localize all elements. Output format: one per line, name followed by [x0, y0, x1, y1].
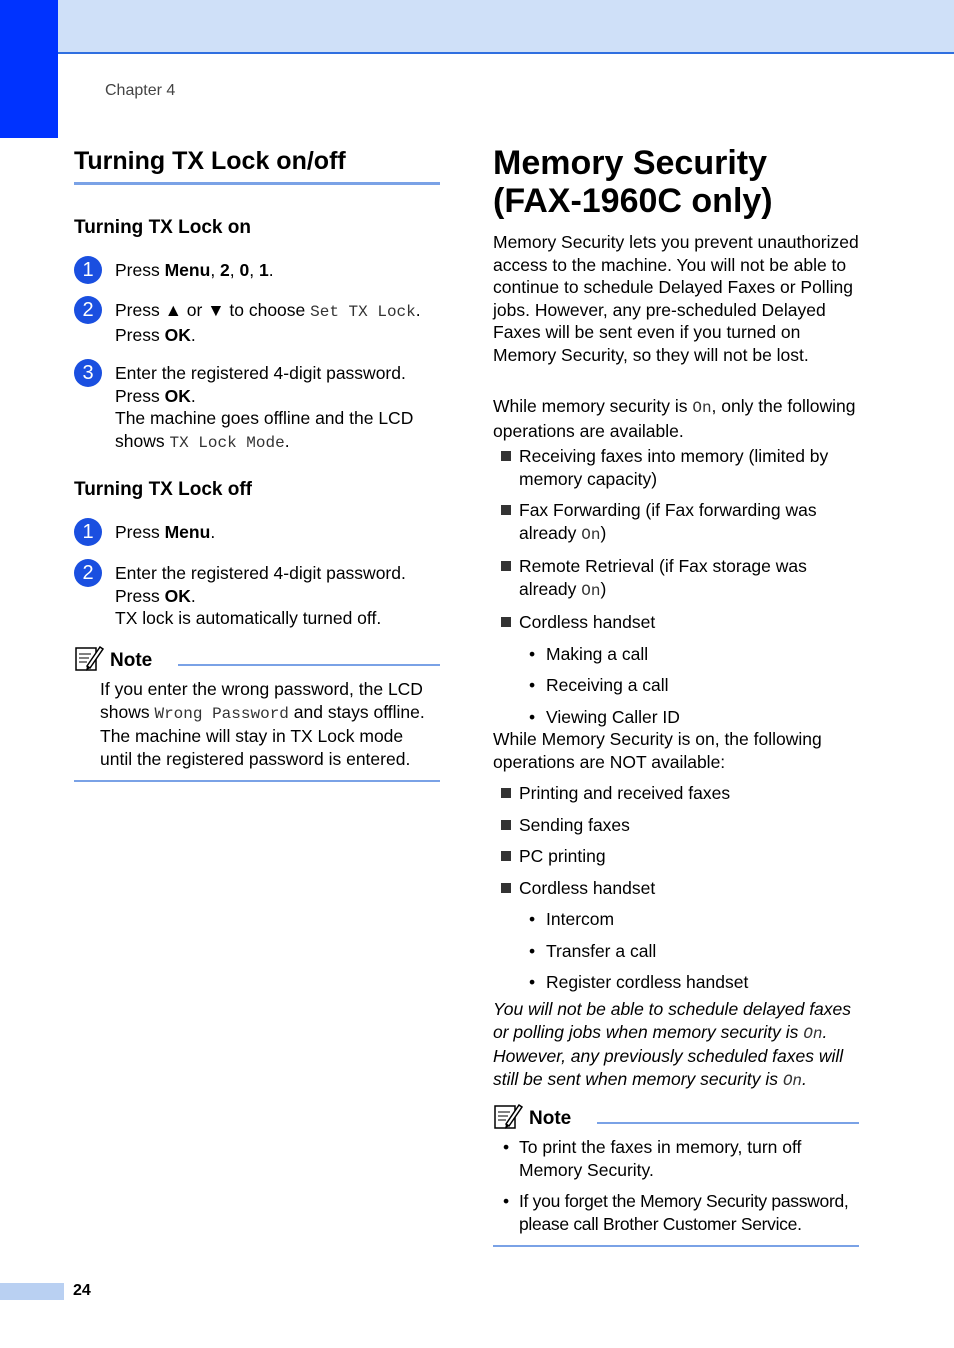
note-pencil-icon [74, 644, 104, 672]
italic-paragraph: You will not be able to schedule delayed faxes or polling jobs when memory security is On. However, any previously scheduled faxes will still be sent when memory security is On. [493, 999, 852, 1090]
intro-paragraph: Memory Security lets you prevent unauthorized access to the machine. You will not be able to continue to schedule Delayed Faxes or Polling jobs. However, any pre-scheduled Delayed Faxes will be sent even if you turned on Memory Security, so they will not be lost. [493, 232, 859, 365]
note-item: • To print the faxes in memory, turn off Memory Security. [493, 1136, 859, 1181]
step-number-badge: 1 [74, 256, 102, 284]
subsection-title-on: Turning TX Lock on [74, 217, 251, 238]
note-label: Note [110, 650, 153, 671]
sub-list-item: • Transfer a call [493, 940, 859, 963]
section-title-tx-lock: Turning TX Lock on/off [74, 146, 440, 185]
list-item: Sending faxes [493, 814, 859, 837]
step-text: Press Menu, 2, 0, 1. [115, 260, 274, 280]
chapter-label: Chapter 4 [105, 82, 176, 99]
step-number-badge: 2 [74, 559, 102, 587]
step-number-badge: 1 [74, 518, 102, 546]
tx-lock-on-step-2 [74, 299, 440, 346]
step-text: Enter the registered 4-digit password. Press OK. TX lock is automatically turned off. [115, 563, 406, 628]
step-text: Press Menu. [115, 522, 216, 542]
list-item: PC printing [493, 845, 859, 868]
right-note [493, 1102, 859, 1247]
italic-notice [493, 998, 859, 1092]
note-text: If you enter the wrong password, the LCD shows Wrong Password and stays offline. The machine will stay in TX Lock mode until the registered password is entered. [100, 679, 425, 769]
step-number-badge: 2 [74, 296, 102, 324]
page-number-bar [0, 1283, 64, 1300]
tx-lock-off-step-1 [74, 521, 440, 544]
chapter-tab [0, 0, 58, 138]
sub-list-item: • Intercom [493, 908, 859, 931]
tx-lock-on-step-1 [74, 259, 440, 282]
list-item: Remote Retrieval (if Fax storage was already On) [493, 555, 859, 602]
left-note [74, 644, 440, 782]
list-item: Printing and received faxes [493, 782, 859, 805]
list-item: Fax Forwarding (if Fax forwarding was already On) [493, 499, 859, 546]
available-intro [493, 395, 859, 442]
memory-security-intro [493, 231, 859, 366]
list-item: Cordless handset [493, 611, 859, 634]
sub-list-item: • Viewing Caller ID [493, 706, 859, 729]
tx-lock-on-heading [74, 216, 440, 240]
note-end-rule [493, 1245, 859, 1247]
note-rule [597, 1122, 859, 1124]
left-section-heading [74, 146, 440, 185]
not-available-list [493, 782, 859, 994]
note-rule [178, 664, 440, 666]
step-number-badge: 3 [74, 359, 102, 387]
note-label: Note [529, 1108, 572, 1129]
subsection-title-off: Turning TX Lock off [74, 479, 253, 500]
page-number: 24 [73, 1282, 91, 1299]
tx-lock-off-step-2 [74, 562, 440, 630]
memory-security-heading [493, 144, 859, 220]
available-list [493, 445, 859, 728]
list-item: Cordless handset [493, 877, 859, 900]
list-item: Receiving faxes into memory (limited by memory capacity) [493, 445, 859, 490]
tx-lock-off-heading [74, 478, 440, 502]
sub-list-item: • Receiving a call [493, 674, 859, 697]
step-text: Enter the registered 4-digit password. Press OK. The machine goes offline and the LCD shows TX Lock Mode. [115, 363, 414, 452]
tx-lock-on-step-3 [74, 362, 440, 454]
not-available-intro-paragraph: While Memory Security is on, the following operations are NOT available: [493, 729, 822, 772]
sub-list-item: • Register cordless handset [493, 971, 859, 994]
available-intro-paragraph: While memory security is On, only the following operations are available. [493, 396, 856, 441]
note-pencil-icon [493, 1102, 523, 1130]
header-band [0, 0, 954, 54]
sub-list-item: • Making a call [493, 643, 859, 666]
section-title-memory-security: Memory Security (FAX-1960C only) [493, 144, 773, 220]
note-end-rule [74, 780, 440, 782]
not-available-intro [493, 728, 859, 773]
note-item: • If you forget the Memory Security password, please call Brother Customer Service. [493, 1190, 859, 1235]
step-text: Press ▲ or ▼ to choose Set TX Lock. Press OK. [115, 300, 421, 345]
